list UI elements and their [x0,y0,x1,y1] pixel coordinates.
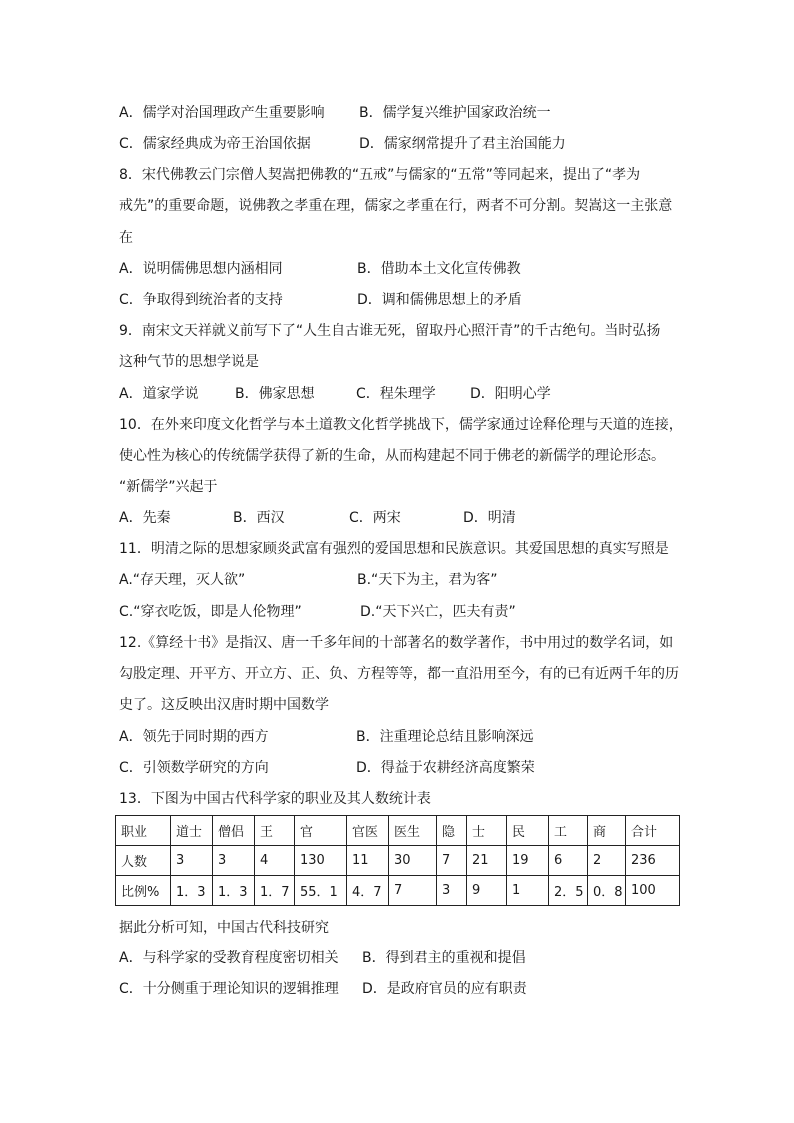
table-cell: 7 [437,846,467,876]
table-cell: 2．5 [549,876,588,906]
q12-stem-line: 勾股定理、开平方、开立方、正、负、方程等等，都一直沿用至今，有的已有近两千年的历 [119,666,679,682]
table-cell: 职业 [116,816,171,846]
table-cell: 士 [467,816,507,846]
q13-analysis-line: 据此分析可知，中国古代科技研究 [119,920,329,936]
q8-option-a: A．说明儒佛思想内涵相同 [119,261,283,277]
q13-stem-line: 13．下图为中国古代科学家的职业及其人数统计表 [119,791,431,807]
q11-stem-line: 11．明清之际的思想家顾炎武富有强烈的爱国思想和民族意识。其爱国思想的真实写照是 [119,541,669,557]
q7-option-b: B．儒学复兴维护国家政治统一 [359,105,551,121]
table-row [116,846,680,876]
table-cell: 1．3 [171,876,213,906]
q8-stem-line: 在 [119,230,133,246]
q10-option-d: D．明清 [463,510,516,526]
q7-option-d: D．儒家纲常提升了君主治国能力 [359,136,566,152]
q10-option-a: A．先秦 [119,510,171,526]
table-cell: 6 [549,846,588,876]
table-cell: 人数 [116,846,171,876]
q13-option-d: D．是政府官员的应有职责 [362,981,527,997]
q8-stem-line: 戒先”的重要命题，说佛教之孝重在理，儒家之孝重在行，两者不可分割。契嵩这一主张意 [119,198,673,214]
table-cell: 商 [588,816,626,846]
table-cell: 王 [255,816,295,846]
table-cell: 隐 [437,816,467,846]
table-cell: 2 [588,846,626,876]
table-cell: 7 [389,876,437,906]
table-cell: 1 [507,876,549,906]
table-cell: 100 [626,876,680,906]
q12-stem-line: 史了。这反映出汉唐时期中国数学 [119,697,329,713]
table-cell: 236 [626,846,680,876]
q13-option-a: A．与科学家的受教育程度密切相关 [119,950,339,966]
q13-option-b: B．得到君主的重视和提倡 [362,950,526,966]
q8-option-b: B．借助本土文化宣传佛教 [357,261,521,277]
table-cell: 僧侣 [213,816,255,846]
q8-option-c: C．争取得到统治者的支持 [119,292,283,308]
q12-stem-line: 12.《算经十书》是指汉、唐一千多年间的十部著名的数学著作，书中用过的数学名词，如 [119,635,674,651]
table-cell: 3 [171,846,213,876]
table-cell: 道士 [171,816,213,846]
table-cell: 4 [255,846,295,876]
scientist-occupation-table [115,815,680,906]
table-cell: 3 [437,876,467,906]
table-cell: 3 [213,846,255,876]
q10-stem-line: “新儒学”兴起于 [119,479,218,495]
q11-option-b: B.“天下为主，君为客” [357,572,498,588]
table-cell: 30 [389,846,437,876]
q9-option-a: A．道家学说 [119,386,199,402]
table-cell: 11 [347,846,389,876]
q11-option-a: A.“存天理，灭人欲” [119,572,246,588]
q11-option-d: D.“天下兴亡，匹夫有责” [360,604,516,620]
table-cell: 21 [467,846,507,876]
table-row [116,816,680,846]
table-cell: 民 [507,816,549,846]
table-cell: 1．3 [213,876,255,906]
q7-option-c: C．儒家经典成为帝王治国依据 [119,136,311,152]
table-cell: 1．7 [255,876,295,906]
q13-option-c: C．十分侧重于理论知识的逻辑推理 [119,981,339,997]
table-cell: 合计 [626,816,680,846]
q10-stem-line: 使心性为核心的传统儒学获得了新的生命，从而构建起不同于佛老的新儒学的理论形态。 [119,448,665,464]
table-cell: 医生 [389,816,437,846]
table-cell: 19 [507,846,549,876]
table-cell: 4．7 [347,876,389,906]
table-cell: 9 [467,876,507,906]
q8-stem-line: 8．宋代佛教云门宗僧人契嵩把佛教的“五戒”与儒家的“五常”等同起来，提出了“孝为 [119,167,641,183]
q9-stem-line: 这种气节的思想学说是 [119,354,259,370]
q9-option-b: B．佛家思想 [235,386,315,402]
table-row [116,876,680,906]
q12-option-c: C．引领数学研究的方向 [119,760,269,776]
q12-option-d: D．得益于农耕经济高度繁荣 [356,760,535,776]
q11-option-c: C.“穿衣吃饭，即是人伦物理” [119,604,302,620]
q9-stem-line: 9．南宋文天祥就义前写下了“人生自古谁无死，留取丹心照汗青”的千古绝句。当时弘扬 [119,323,661,339]
table-cell: 55．1 [295,876,347,906]
q10-stem-line: 10．在外来印度文化哲学与本土道教文化哲学挑战下，儒学家通过诠释伦理与天道的连接， [119,417,683,433]
table-cell: 比例% [116,876,171,906]
table-cell: 官 [295,816,347,846]
q7-option-a: A．儒学对治国理政产生重要影响 [119,105,325,121]
table-cell: 工 [549,816,588,846]
q10-option-b: B．西汉 [233,510,285,526]
q9-option-d: D．阳明心学 [470,386,551,402]
q8-option-d: D．调和儒佛思想上的矛盾 [357,292,522,308]
q9-option-c: C．程朱理学 [356,386,436,402]
table-cell: 0．8 [588,876,626,906]
table-cell: 130 [295,846,347,876]
q10-option-c: C．两宋 [349,510,401,526]
q12-option-a: A．领先于同时期的西方 [119,729,269,745]
table-cell: 官医 [347,816,389,846]
q12-option-b: B．注重理论总结且影响深远 [356,729,534,745]
